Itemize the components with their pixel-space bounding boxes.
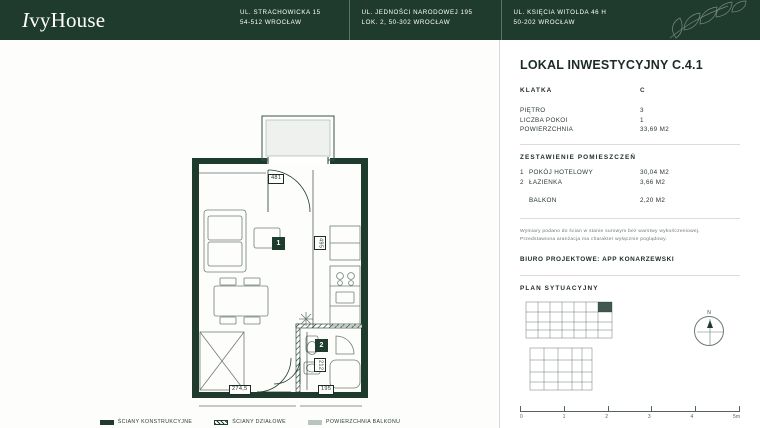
situation-plan-drawing (520, 298, 680, 394)
spec-label-rooms: LICZBA POKOI (520, 116, 568, 124)
dimension-label-195: 195 (318, 385, 334, 395)
scale-num-3: 3 (647, 414, 651, 420)
room-index-2: 2 (520, 179, 524, 187)
address-1-line-1: UL. STRACHOWICKA 15 (240, 9, 321, 16)
address-1-line-2: 54-512 WROCŁAW (240, 18, 302, 26)
floorplan-area (0, 40, 500, 428)
legend-item-structural (100, 419, 193, 425)
disclaimer-line-2: Przedstawiona aranżacja ma charakter wyłącznie poglądowy. (520, 237, 668, 243)
legend-item-partition (214, 419, 286, 425)
spec-label-area: POWIERZCHNIA (520, 126, 574, 134)
dimension-label-481: 481 (268, 174, 284, 184)
compass-icon (694, 310, 724, 346)
scale-num-0: 0 (520, 414, 523, 420)
page-header (0, 0, 760, 40)
disclaimer-line-1: Wymiary podano do ścian w stanie surowym bez warstwy wykończeniowej. (520, 229, 700, 235)
room-row-1 (520, 168, 740, 178)
leaf-decoration-icon (640, 0, 760, 40)
spec-row-rooms (520, 116, 740, 126)
divider-3 (520, 275, 740, 276)
info-panel (500, 40, 760, 428)
legend-label-partition: ŚCIANY DZIAŁOWE (232, 419, 286, 425)
address-block-1 (240, 0, 321, 40)
dimension-label-2745: 274,5 (229, 385, 251, 395)
room-row-2 (520, 178, 740, 188)
scale-bar (520, 406, 740, 420)
room-marker-1: 1 (272, 237, 285, 250)
address-3-line-1: UL. KSIĘCIA WITOLDA 46 H (513, 9, 607, 16)
address-block-2 (349, 0, 473, 40)
scale-num-2: 2 (605, 414, 608, 420)
balcony-area: 2,20 M2 (640, 197, 666, 205)
spec-row-floor (520, 106, 740, 116)
floorplan-drawing (0, 40, 500, 428)
scale-num-1: 1 (562, 414, 566, 420)
room-index-1: 1 (520, 169, 524, 177)
page-title: LOKAL INWESTYCYJNY C.4.1 (520, 58, 703, 72)
brand-logo (0, 0, 240, 40)
room-marker-2: 2 (315, 339, 328, 352)
spec-value-rooms: 1 (640, 116, 644, 124)
spec-value-floor: 3 (640, 106, 644, 114)
address-3-line-2: 50-202 WROCŁAW (513, 18, 575, 26)
room-name-2: ŁAZIENKA (529, 179, 563, 187)
divider-2 (520, 218, 740, 219)
compass-north-label: N (707, 310, 711, 317)
legend-item-balcony (308, 419, 400, 425)
staircase-row (520, 86, 740, 96)
address-2-line-1: UL. JEDNOŚCI NARODOWEJ 195 (361, 9, 473, 16)
scale-num-5: 5m (733, 414, 740, 420)
situation-plan-area (520, 298, 740, 394)
scale-ticks (520, 406, 740, 411)
address-block-3 (501, 0, 607, 40)
rooms-section-title: ZESTAWIENIE POMIESZCZEŃ (520, 154, 637, 162)
legend-swatch-partition-icon (214, 420, 228, 425)
room-area-2: 3,66 M2 (640, 179, 666, 187)
staircase-label: KLATKA (520, 87, 553, 94)
balcony-row (520, 197, 740, 204)
address-2-line-2: LOK. 2, 50-302 WROCŁAW (361, 18, 451, 26)
brand-logo-text: vyHouse (29, 7, 106, 32)
staircase-value: C (640, 87, 645, 94)
spec-row-area (520, 125, 740, 135)
scale-num-4: 4 (690, 414, 694, 420)
spec-value-area: 33,69 M2 (640, 126, 670, 134)
legend-label-balcony: POWIERZCHNIA BALKONU (325, 419, 401, 425)
dimension-label-495: 495 (314, 236, 326, 250)
room-name-1: POKÓJ HOTELOWY (529, 169, 594, 177)
design-office-label: BIURO PROJEKTOWE: APP KONARZEWSKI (520, 256, 675, 264)
balcony-label: BALKON (529, 197, 557, 205)
scale-line (520, 411, 740, 412)
brand-logo-initial: I (22, 7, 30, 32)
legend-swatch-structural-icon (100, 420, 114, 425)
scale-numbers (520, 414, 740, 420)
plan-legend (0, 419, 500, 425)
situation-plan-title: PLAN SYTUACYJNY (520, 285, 599, 293)
dimension-label-212: 212 (314, 358, 326, 372)
spec-label-floor: PIĘTRO (520, 106, 546, 114)
legend-label-structural: ŚCIANY KONSTRUKCYJNE (117, 419, 193, 425)
room-area-1: 30,04 M2 (640, 169, 670, 177)
divider-1 (520, 144, 740, 145)
legend-swatch-balcony-icon (308, 420, 322, 425)
